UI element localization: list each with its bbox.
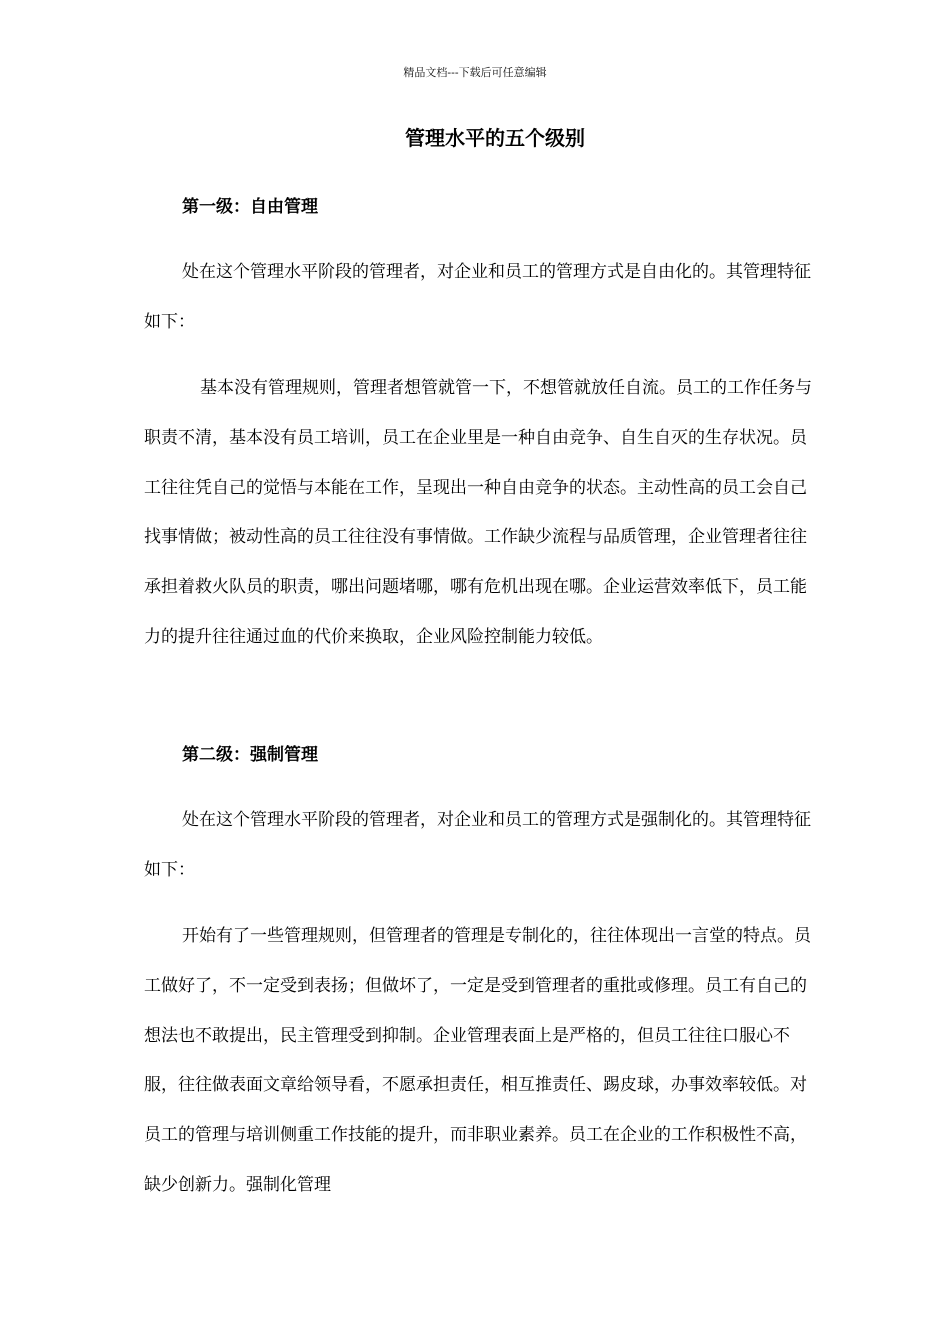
section-1-intro-paragraph: 处在这个管理水平阶段的管理者，对企业和员工的管理方式是自由化的。其管理特征如下： (144, 262, 811, 332)
header-note: 精品文档---下载后可任意编辑 (403, 66, 547, 79)
document-title: 管理水平的五个级别 (405, 126, 585, 150)
section-2-intro-paragraph: 处在这个管理水平阶段的管理者，对企业和员工的管理方式是强制化的。其管理特征如下： (144, 810, 811, 880)
section-1-body-paragraph: 基本没有管理规则，管理者想管就管一下，不想管就放任自流。员工的工作任务与职责不清，基本没有员工培训，员工在企业里是一种自由竞争、自生自灭的生存状况。员工往往凭自己的觉悟与本能在工作，呈现出一种自由竞争的状态。主动性高的员工会自己找事情做；被动性高的员工往往没有事情做。工作缺少流程与品质管理，企业管理者往往承担着救火队员的职责，哪出问题堵哪，哪有危机出现在哪。企业运营效率低下，员工能力的提升往往通过血的代价来换取，企业风险控制能力较低。 (144, 378, 812, 647)
section-heading-level-2: 第二级：强制管理 (182, 745, 318, 765)
section-2-body-paragraph: 开始有了一些管理规则，但管理者的管理是专制化的，往往体现出一言堂的特点。员工做好了，不一定受到表扬；但做坏了，一定是受到管理者的重批或修理。员工有自己的想法也不敢提出，民主管理受到抑制。企业管理表面上是严格的，但员工往往口服心不服，往往做表面文章给领导看，不愿承担责任，相互推责任、踢皮球，办事效率较低。对员工的管理与培训侧重工作技能的提升，而非职业素养。员工在企业的工作积极性不高，缺少创新力。强制化管理 (144, 926, 811, 1195)
section-heading-level-1: 第一级：自由管理 (182, 197, 318, 217)
